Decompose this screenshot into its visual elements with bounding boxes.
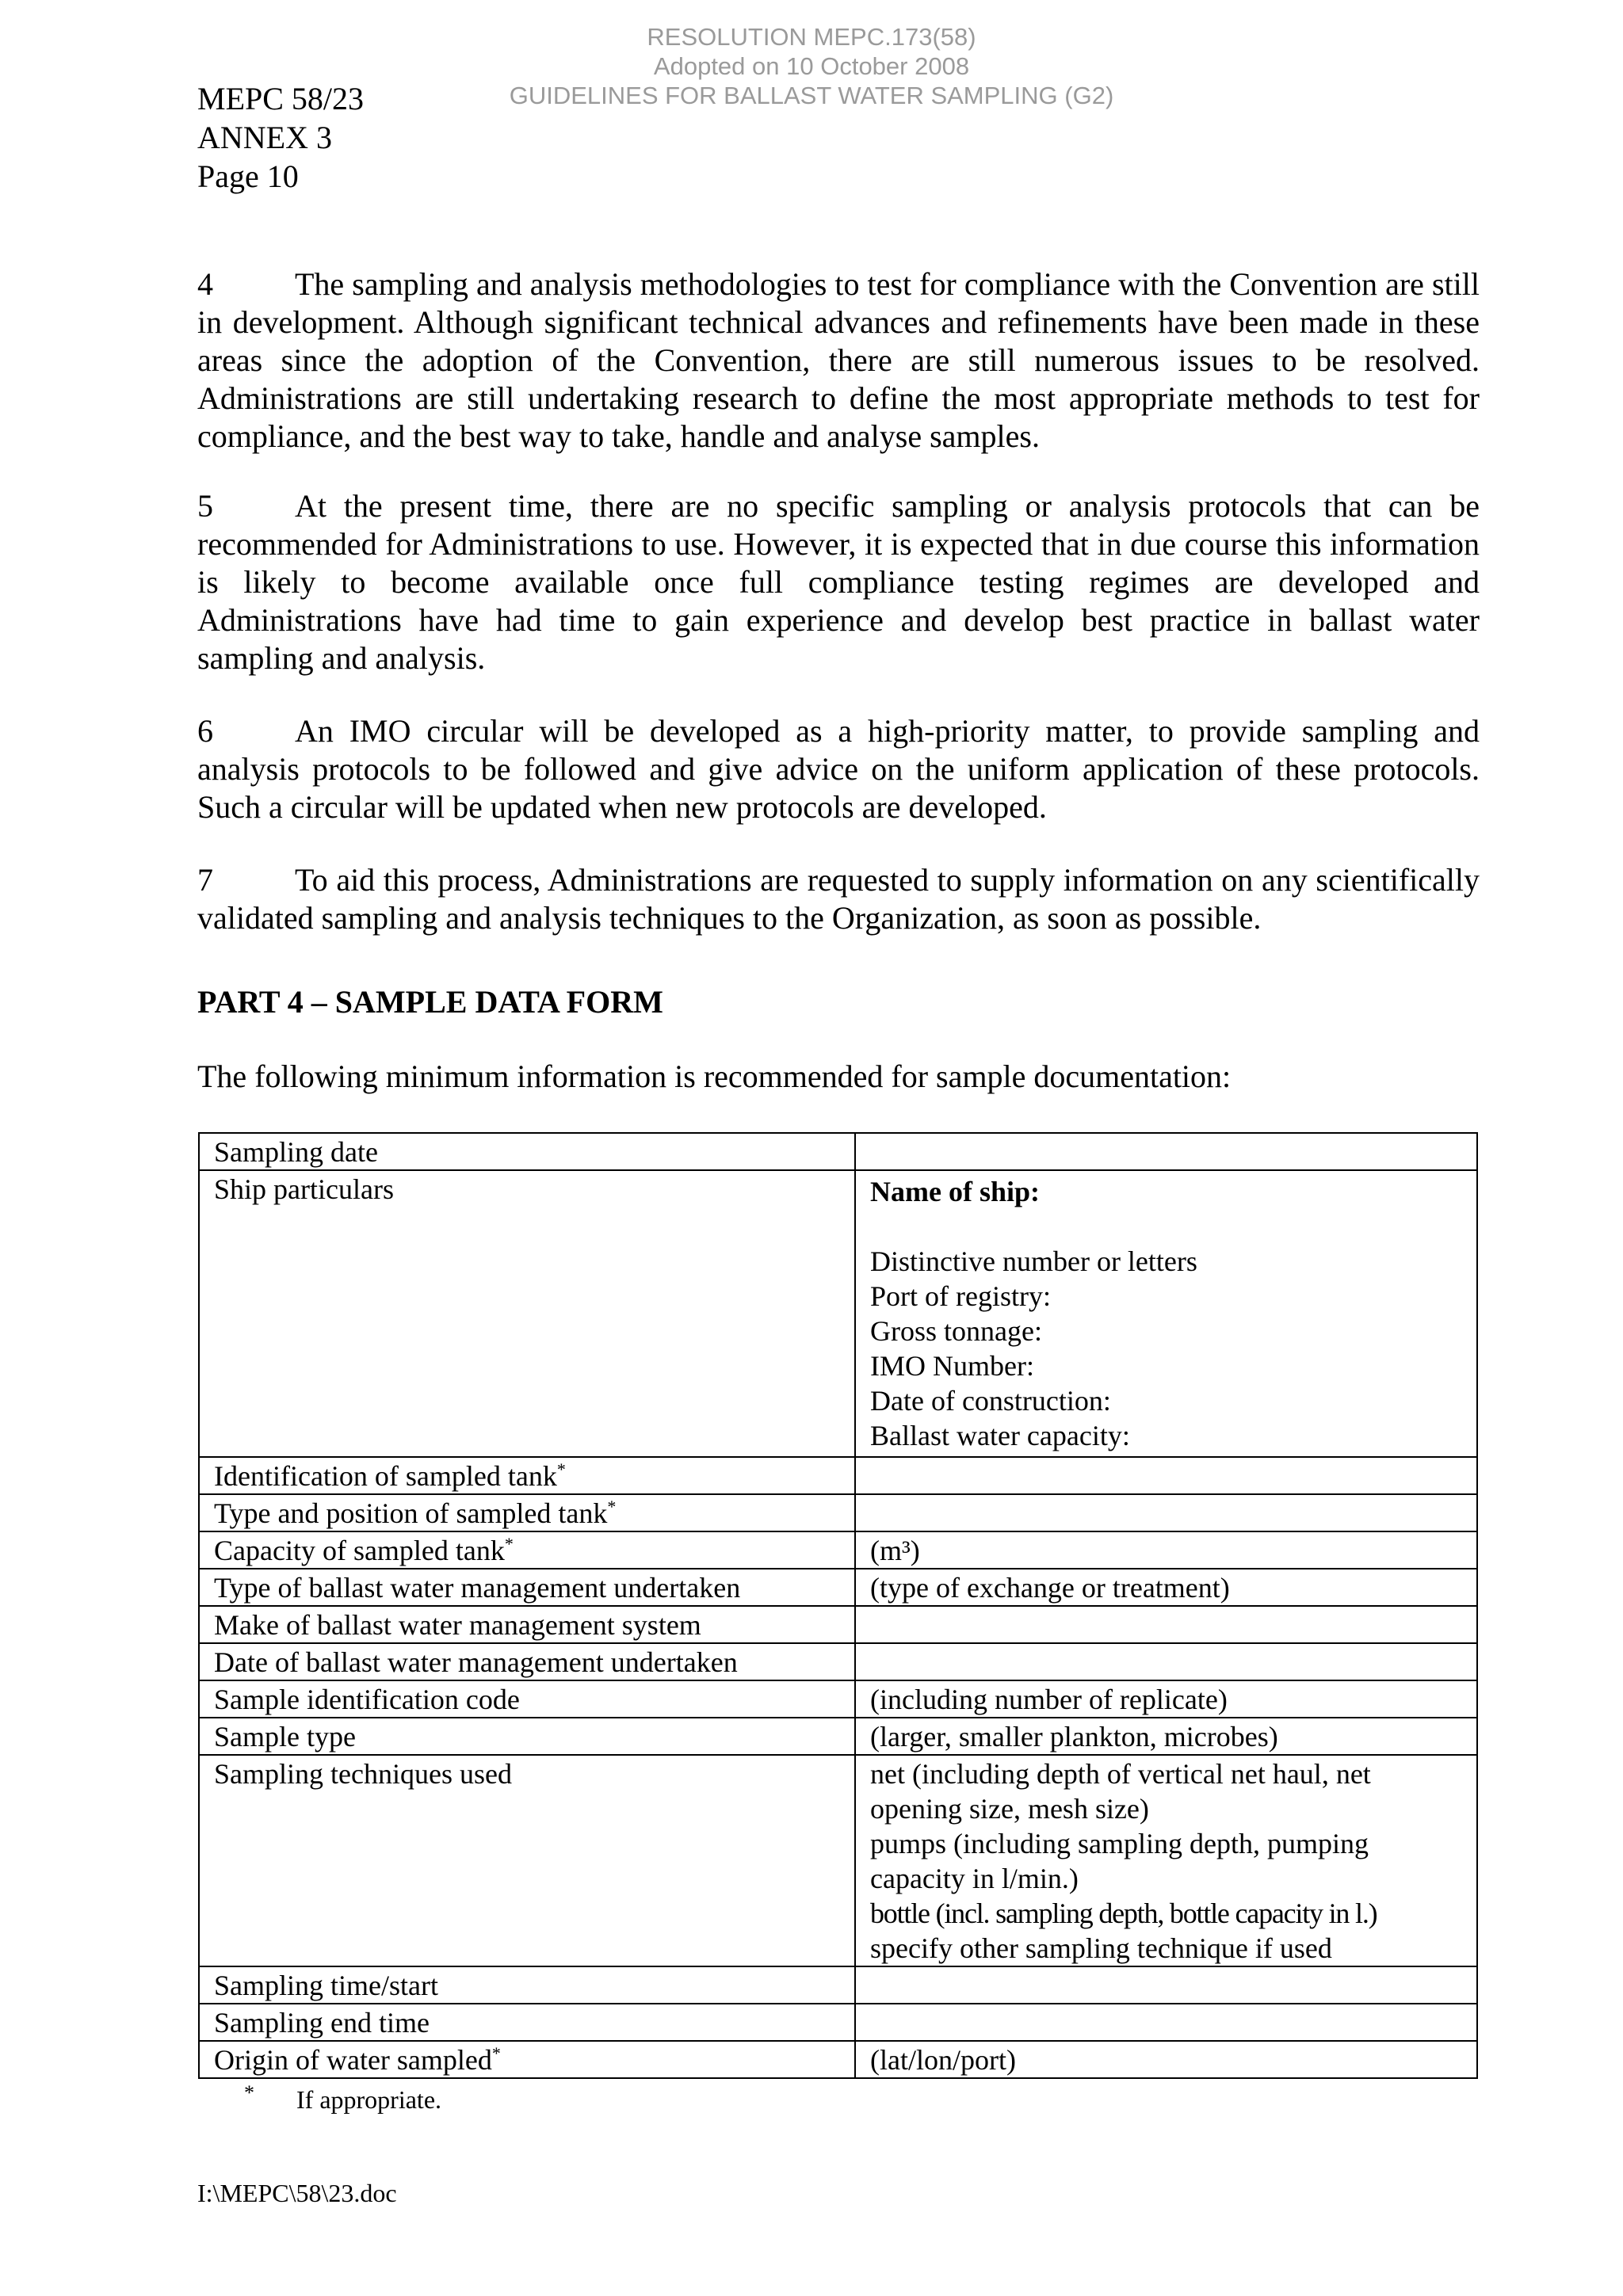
watermark-line-2: Adopted on 10 October 2008 [653, 52, 970, 80]
paragraph-6 [197, 712, 1480, 826]
row-label-text: Origin of water sampled [214, 2044, 492, 2076]
table-row [199, 1569, 1477, 1606]
row-label-text: Capacity of sampled tank [214, 1535, 505, 1566]
footnote-mark: * [607, 1497, 617, 1516]
table-row [199, 2041, 1477, 2078]
ship-particular-line: Gross tonnage: [870, 1315, 1042, 1347]
make-bwms-label: Make of ballast water management system [199, 1606, 855, 1643]
date-bwm-label: Date of ballast water management undertaken [199, 1643, 855, 1680]
spacer [870, 1209, 1462, 1244]
table-row [199, 1680, 1477, 1718]
technique-line: specify other sampling technique if used [870, 1932, 1332, 1964]
table-row [199, 1494, 1477, 1531]
paragraph-number: 4 [197, 266, 213, 302]
watermark-line-1: RESOLUTION MEPC.173(58) [647, 23, 976, 51]
type-bwm-label: Type of ballast water management undertaken [199, 1569, 855, 1606]
paragraph-number: 7 [197, 862, 213, 898]
document-header [197, 79, 364, 196]
row-label-text: Identification of sampled tank [214, 1460, 557, 1492]
sample-type-value: (larger, smaller plankton, microbes) [855, 1718, 1477, 1755]
table-row [199, 1133, 1477, 1170]
technique-line: net (including depth of vertical net haul, net opening size, mesh size) [870, 1758, 1371, 1825]
sample-type-label: Sample type [199, 1718, 855, 1755]
footnote-asterisk: * [244, 2081, 254, 2104]
sampling-date-value [855, 1133, 1477, 1170]
paragraph-text: The sampling and analysis methodologies to test for compliance with the Convention are still in development. Although significant technical advances and refinements have been made in these areas since the adoption of the Convention, there are still numerous issues to be resolved. Administrations are still undertaking research to define the most appropriate methods to test for compliance, and the best way to take, handle and analyse samples. [197, 266, 1480, 454]
ship-particulars-value [855, 1170, 1477, 1457]
footnote-mark: * [491, 2043, 501, 2063]
end-time-value [855, 2004, 1477, 2041]
ship-particular-line: Port of registry: [870, 1280, 1051, 1312]
table-row [199, 1606, 1477, 1643]
origin-label [199, 2041, 855, 2078]
form-intro: The following minimum information is recommended for sample documentation: [197, 1058, 1232, 1094]
technique-line: bottle (incl. sampling depth, bottle capacity in l.) [870, 1897, 1377, 1929]
table-row [199, 1531, 1477, 1569]
paragraph-7 [197, 861, 1480, 937]
footnote-mark: * [504, 1534, 514, 1554]
sample-id-label: Sample identification code [199, 1680, 855, 1718]
page-number: Page 10 [197, 158, 299, 194]
file-path-footer: I:\MEPC\58\23.doc [197, 2179, 397, 2207]
capacity-tank-value: (m³) [855, 1531, 1477, 1569]
paragraph-text: At the present time, there are no specific sampling or analysis protocols that can be recommended for Administrations to use. However, it is expected that in due course this information is likely to become available once full compliance testing regimes are developed and Administrations have had time to gain experience and develop best practice in ballast water sampling and analysis. [197, 488, 1480, 676]
techniques-value [855, 1755, 1477, 1966]
ship-particular-line: IMO Number: [870, 1350, 1034, 1382]
table-row [199, 2004, 1477, 2041]
paragraph-text: An IMO circular will be developed as a high-priority matter, to provide sampling and analysis protocols to be followed and give advice on the uniform application of these protocols. Such a circular will be updated when new protocols are developed. [197, 713, 1480, 825]
id-tank-label [199, 1457, 855, 1494]
table-row [199, 1643, 1477, 1680]
paragraph-number: 6 [197, 713, 213, 749]
ship-particular-line: Date of construction: [870, 1385, 1111, 1417]
annex-label: ANNEX 3 [197, 120, 332, 155]
sample-id-value: (including number of replicate) [855, 1680, 1477, 1718]
table-row [199, 1170, 1477, 1457]
type-tank-value [855, 1494, 1477, 1531]
footnote-text: If appropriate. [296, 2085, 442, 2114]
table-row [199, 1755, 1477, 1966]
footnote-mark: * [556, 1459, 566, 1479]
table-row [199, 1966, 1477, 2004]
footnote [244, 2081, 442, 2115]
paragraph-4 [197, 265, 1480, 456]
paragraph-number: 5 [197, 488, 213, 524]
time-start-label: Sampling time/start [199, 1966, 855, 2004]
ship-particular-line: Ballast water capacity: [870, 1420, 1130, 1451]
technique-line: pumps (including sampling depth, pumping capacity in l/min.) [870, 1828, 1369, 1894]
ship-particular-line: Distinctive number or letters [870, 1245, 1197, 1277]
type-tank-label [199, 1494, 855, 1531]
date-bwm-value [855, 1643, 1477, 1680]
name-of-ship-label: Name of ship: [870, 1176, 1040, 1207]
table-row [199, 1457, 1477, 1494]
ship-particulars-label: Ship particulars [199, 1170, 855, 1457]
row-label-text: Type and position of sampled tank [214, 1497, 608, 1529]
time-start-value [855, 1966, 1477, 2004]
part-heading: PART 4 – SAMPLE DATA FORM [197, 984, 663, 1020]
type-bwm-value: (type of exchange or treatment) [855, 1569, 1477, 1606]
paragraph-5 [197, 487, 1480, 677]
doc-ref: MEPC 58/23 [197, 81, 365, 116]
table-row [199, 1718, 1477, 1755]
end-time-label: Sampling end time [199, 2004, 855, 2041]
document-body [197, 265, 1480, 2079]
techniques-label: Sampling techniques used [199, 1755, 855, 1966]
sample-data-form-table [198, 1132, 1478, 2079]
origin-value: (lat/lon/port) [855, 2041, 1477, 2078]
paragraph-text: To aid this process, Administrations are requested to supply information on any scientifically validated sampling and analysis techniques to the Organization, as soon as possible. [197, 862, 1480, 936]
watermark-line-3: GUIDELINES FOR BALLAST WATER SAMPLING (G2) [509, 82, 1114, 109]
make-bwms-value [855, 1606, 1477, 1643]
sampling-date-label: Sampling date [199, 1133, 855, 1170]
capacity-tank-label [199, 1531, 855, 1569]
id-tank-value [855, 1457, 1477, 1494]
